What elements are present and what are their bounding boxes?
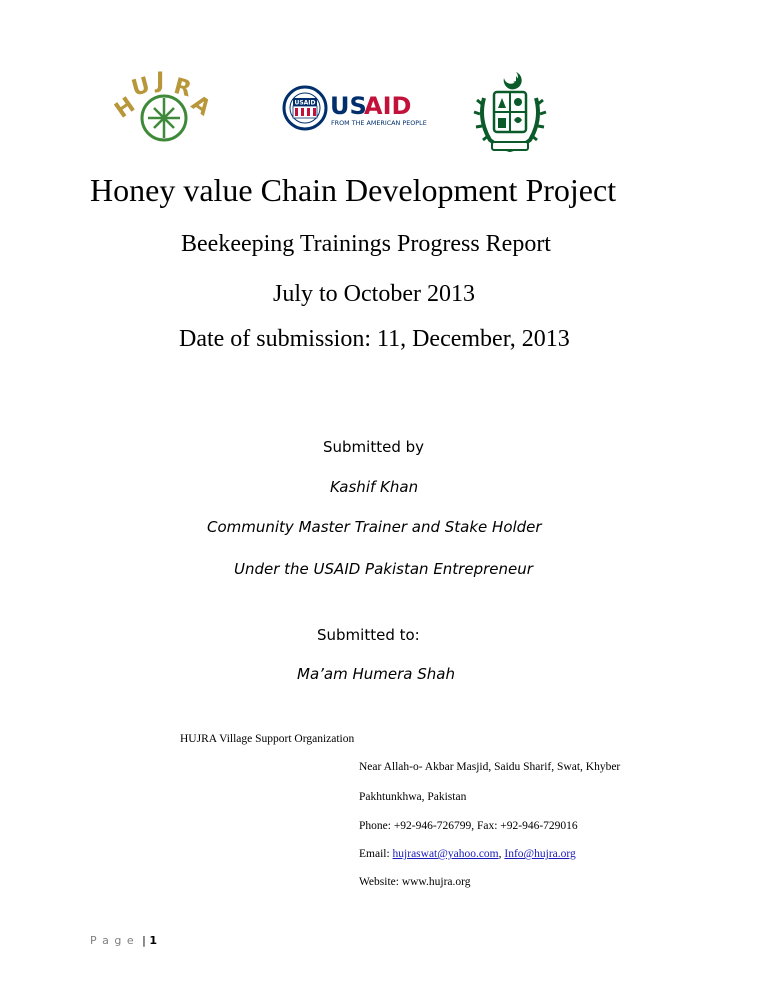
hujra-logo: [110, 68, 218, 148]
website-line: Website: www.hujra.org: [359, 876, 471, 888]
hujra-logo-letter-h: H: [110, 92, 140, 124]
submitter-program: Under the USAID Pakistan Entrepreneur: [234, 560, 533, 578]
email-line: [359, 846, 576, 862]
email-link-info[interactable]: Info@hujra.org: [504, 848, 576, 860]
submitter-role: Community Master Trainer and Stake Holder: [207, 518, 542, 536]
report-subtitle: Beekeeping Trainings Progress Report: [181, 231, 551, 257]
email-link-hujraswat[interactable]: hujraswat@yahoo.com: [392, 848, 499, 860]
usaid-logo: [282, 84, 427, 132]
submitter-name: Kashif Khan: [330, 478, 419, 496]
email-separator: ,: [498, 848, 505, 860]
phone-fax: Phone: +92-946-726799, Fax: +92-946-729016: [359, 820, 578, 832]
svg-text:AID: AID: [364, 92, 412, 120]
submission-date: Date of submission: 11, December, 2013: [179, 326, 570, 352]
page-title: Honey value Chain Development Project: [90, 172, 617, 208]
usaid-tagline: FROM THE AMERICAN PEOPLE: [331, 119, 427, 127]
hujra-logo-letter-a: A: [186, 90, 215, 122]
recipient-name: Ma’am Humera Shah: [297, 665, 455, 683]
email-label: Email:: [359, 848, 393, 860]
organization-name: HUJRA Village Support Organization: [180, 733, 355, 745]
hujra-logo-letter-j: J: [156, 69, 165, 94]
svg-text:USAID: USAID: [294, 99, 316, 107]
svg-text:US: US: [330, 92, 367, 120]
page-separator: |: [142, 934, 146, 947]
page-number: 1: [149, 934, 157, 947]
hujra-logo-letter-r: R: [171, 73, 194, 103]
address-line-1: Near Allah-o- Akbar Masjid, Saidu Sharif, Swat, Khyber: [359, 761, 621, 773]
address-line-2: Pakhtunkhwa, Pakistan: [359, 791, 467, 803]
submitted-to-label: Submitted to:: [317, 626, 420, 644]
page-word: P a g e: [90, 934, 135, 947]
submitted-by-label: Submitted by: [323, 438, 425, 456]
hujra-logo-letter-u: U: [128, 72, 153, 102]
pakistan-state-emblem-icon: [470, 68, 550, 158]
page-footer: [90, 933, 157, 949]
report-period: July to October 2013: [273, 281, 475, 307]
